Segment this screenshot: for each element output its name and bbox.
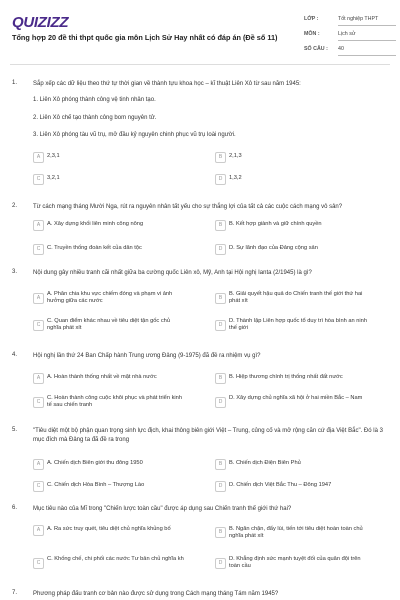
option-letter: B xyxy=(215,373,226,384)
option-letter: D xyxy=(215,558,226,569)
question-text: Nội dung gây nhiều tranh cãi nhất giữa ba cường quốc Liên xô, Mỹ, Anh tại Hội nghị Ianta (2/1945) là gì? xyxy=(33,270,312,276)
option-letter: A xyxy=(33,152,44,163)
meta-label: SỐ CÂU : xyxy=(304,46,328,52)
option-text: B. Chiến dịch Điện Biên Phủ xyxy=(229,460,301,466)
question-line: 1. Liên Xô phóng thành công vệ tinh nhân tạo. xyxy=(33,97,156,103)
option-letter: B xyxy=(215,459,226,470)
meta-value: 40 xyxy=(338,46,344,52)
option-letter: D xyxy=(215,244,226,255)
option-text: C. Khống chế, chi phối các nước Tư bản chủ nghĩa kh xyxy=(47,556,184,562)
option-letter: A xyxy=(33,220,44,231)
option-text: A. Xây dựng khối liên minh công nông xyxy=(47,221,144,227)
question-text: Từ cách mạng tháng Mười Nga, rút ra nguyên nhân tất yếu cho sự thắng lợi của tất cả các cuộc cách mạng vô sản? xyxy=(33,204,343,210)
question-number: 7. xyxy=(12,590,18,596)
document-title: Tổng hợp 20 đề thi thpt quốc gia môn Lịch Sử Hay nhất có đáp án (Đề số 11) xyxy=(12,33,278,42)
meta-subject xyxy=(304,31,396,43)
option-text: A. Ra sức truy quét, tiêu diệt chủ nghĩa khủng bố xyxy=(47,526,171,532)
meta-underline xyxy=(338,25,396,26)
meta-class xyxy=(304,16,396,28)
header-divider xyxy=(10,64,390,65)
meta-value: Lịch sử xyxy=(338,31,356,37)
option-letter: C xyxy=(33,244,44,255)
question-line: 3. Liên Xô phóng tàu vũ trụ, mở đầu kỷ nguyên chinh phục vũ trụ loài người. xyxy=(33,132,236,138)
option-text: A. Phân chia khu vực chiếm đóng và phạm vi ảnh hưởng giữa các nước xyxy=(47,291,173,305)
option-letter: C xyxy=(33,481,44,492)
option-letter: C xyxy=(33,558,44,569)
option-letter: B xyxy=(215,527,226,538)
option-letter: C xyxy=(33,397,44,408)
question-number: 6. xyxy=(12,505,18,511)
option-letter: C xyxy=(33,320,44,331)
option-text: 1,3,2 xyxy=(229,175,242,181)
option-letter: D xyxy=(215,397,226,408)
meta-count xyxy=(304,46,396,58)
option-text: C. Quan điểm khác nhau về tiêu diệt tận gốc chủ nghĩa phát xít xyxy=(47,318,170,332)
option-text: D. Chiến dịch Việt Bắc Thu – Đông 1947 xyxy=(229,482,332,488)
question-text: Hội nghị lần thứ 24 Ban Chấp hành Trung ương Đảng (9-1975) đã đề ra nhiệm vụ gì? xyxy=(33,353,261,359)
option-text: B. Hiệp thương chính trị thống nhất đất nước xyxy=(229,374,343,380)
option-letter: B xyxy=(215,152,226,163)
question-text: Phương pháp đấu tranh cơ bản nào được sử dụng trong Cách mạng tháng Tám năm 1945? xyxy=(33,591,279,597)
option-text: D. Sự lãnh đạo của Đảng cộng sản xyxy=(229,245,318,251)
question-number: 5. xyxy=(12,427,18,433)
option-letter: D xyxy=(215,481,226,492)
option-letter: A xyxy=(33,459,44,470)
option-text: 3,2,1 xyxy=(47,175,60,181)
option-text: 2,3,1 xyxy=(47,153,60,159)
option-text: A. Hoàn thành thống nhất về mặt nhà nước xyxy=(47,374,157,380)
meta-underline xyxy=(338,55,396,56)
option-text: 2,1,3 xyxy=(229,153,242,159)
question-text: Mục tiêu nào của Mĩ trong "Chiến lược toàn cầu" được áp dụng sau Chiến tranh thế giới thứ hai? xyxy=(33,506,292,512)
question-number: 1. xyxy=(12,80,18,86)
question-text: Sắp xếp các dữ liệu theo thứ tự thời gian về thành tựu khoa học – kĩ thuật Liên Xô từ sau năm 1945: xyxy=(33,81,301,87)
option-letter: A xyxy=(33,525,44,536)
worksheet-header xyxy=(0,0,400,72)
option-text: D. Xây dựng chủ nghĩa xã hội ở hai miền Bắc – Nam xyxy=(229,395,363,401)
option-text: B. Giải quyết hậu quả do Chiến tranh thế giới thứ hai phát xít xyxy=(229,291,363,305)
question-number: 3. xyxy=(12,269,18,275)
quizizz-logo: QUIZIZZ xyxy=(12,14,69,31)
meta-underline xyxy=(338,40,396,41)
option-text: D. Khẳng định sức mạnh tuyệt đối của quân đội trên toàn cầu xyxy=(229,556,361,570)
meta-label: LỚP : xyxy=(304,16,319,22)
option-letter: B xyxy=(215,293,226,304)
option-text: B. Kết hợp giành và giữ chính quyền xyxy=(229,221,322,227)
option-letter: A xyxy=(33,373,44,384)
option-text: A. Chiến dịch Biên giới thu đông 1950 xyxy=(47,460,143,466)
option-letter: B xyxy=(215,220,226,231)
option-letter: C xyxy=(33,174,44,185)
option-text: B. Ngăn chặn, đẩy lùi, tiến tới tiêu diệt hoàn toàn chủ nghĩa phát xít xyxy=(229,526,363,540)
question-number: 4. xyxy=(12,352,18,358)
option-text: C. Chiến dịch Hòa Bình – Thượng Lào xyxy=(47,482,145,488)
question-number: 2. xyxy=(12,203,18,209)
option-letter: D xyxy=(215,174,226,185)
option-text: C. Truyền thống đoàn kết của dân tộc xyxy=(47,245,142,251)
option-letter: D xyxy=(215,320,226,331)
option-letter: A xyxy=(33,293,44,304)
meta-value: Tốt nghiệp THPT xyxy=(338,16,379,22)
question-text: "Tiêu diệt một bộ phận quan trọng sinh lực địch, khai thông biên giới Việt – Trung, củng cố và mở rộng căn cứ địa Việt Bắc". Đó là 3 mục đích mà Đảng ta đã đề ra trong xyxy=(33,428,383,443)
meta-label: MÔN : xyxy=(304,31,320,37)
option-text: D. Thành lập Liên hợp quốc tổ duy trì hòa bình an ninh thế giới xyxy=(229,318,368,332)
question-line: 2. Liên Xô chế tạo thành công bom nguyên tử. xyxy=(33,115,157,121)
option-text: C. Hoàn thành công cuộc khôi phục và phát triển kinh tế sau chiến tranh xyxy=(47,395,183,409)
